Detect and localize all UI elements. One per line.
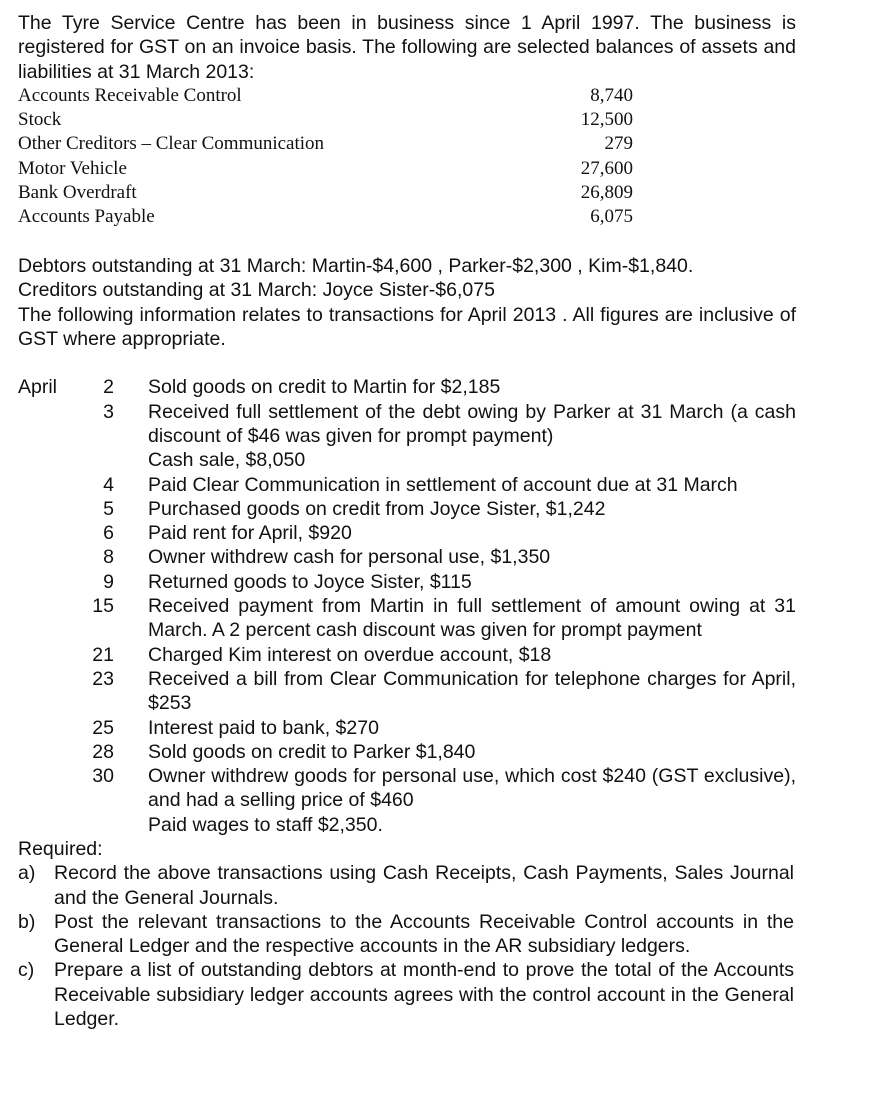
- transaction-day: 6: [103, 522, 114, 545]
- balance-label: Accounts Receivable Control: [18, 84, 242, 106]
- transaction-day: 23: [92, 667, 114, 690]
- transaction-text: Cash sale, $8,050: [148, 449, 306, 472]
- transaction-day: 30: [92, 765, 114, 788]
- balance-label: Other Creditors – Clear Communication: [18, 133, 325, 155]
- balance-label: Motor Vehicle: [18, 157, 127, 179]
- transaction-day: 8: [103, 546, 114, 569]
- balance-value: 26,809: [580, 182, 633, 204]
- balance-row: [18, 108, 796, 132]
- transaction-day: 4: [103, 473, 114, 496]
- required-text: Post the relevant transactions to the Accounts Receivable Control accounts in the General Ledger and the respective accounts in the AR subsidiary ledgers.: [54, 910, 794, 958]
- balance-value: 27,600: [580, 157, 633, 179]
- balance-row: [18, 181, 796, 205]
- transaction-row: [18, 764, 796, 813]
- transaction-row: [18, 643, 796, 667]
- balances-list: [18, 84, 796, 230]
- creditors-line: Creditors outstanding at 31 March: Joyce Sister-$6,075: [18, 279, 495, 302]
- required-text: Record the above transactions using Cash Receipts, Cash Payments, Sales Journal and the General Journals.: [54, 862, 794, 909]
- balance-value: 8,740: [590, 84, 633, 106]
- transaction-text: Paid rent for April, $920: [148, 522, 352, 545]
- transaction-row: [18, 716, 796, 740]
- info-paragraph: The following information relates to transactions for April 2013 . All figures are inclusive of GST where appropriate.: [18, 303, 796, 351]
- required-letter: b): [18, 910, 36, 933]
- transaction-day: 21: [92, 643, 114, 666]
- transaction-text: Returned goods to Joyce Sister, $115: [148, 570, 472, 593]
- transaction-row: [18, 813, 796, 837]
- transaction-text: Received full settlement of the debt owing by Parker at 31 March (a cash discount of $46 was given for prompt payment): [148, 400, 796, 447]
- transaction-row: [18, 740, 796, 764]
- balance-row: [18, 205, 796, 229]
- transaction-day: 9: [103, 570, 114, 593]
- balance-row: [18, 84, 796, 108]
- required-item: [18, 958, 796, 1031]
- transaction-row: [18, 594, 796, 643]
- intro-paragraph: The Tyre Service Centre has been in business since 1 April 1997. The business is registered for GST on an invoice basis. The following are selected balances of assets and liabilities at 31 March 2013:: [18, 12, 796, 83]
- required-item: [18, 910, 796, 959]
- required-item: [18, 861, 796, 910]
- transaction-row: [18, 667, 796, 716]
- balance-row: [18, 157, 796, 181]
- transaction-day: 15: [92, 595, 114, 618]
- transaction-text: Sold goods on credit to Parker $1,840: [148, 740, 476, 763]
- transaction-text: Purchased goods on credit from Joyce Sister, $1,242: [148, 497, 606, 520]
- transaction-day: 5: [103, 497, 114, 520]
- transactions-list: [18, 375, 796, 837]
- transaction-row: [18, 570, 796, 594]
- transaction-row: [18, 448, 796, 472]
- transaction-day: 28: [92, 740, 114, 763]
- transaction-row: [18, 473, 796, 497]
- transaction-text: Owner withdrew goods for personal use, which cost $240 (GST exclusive), and had a selling price of $460: [148, 765, 796, 812]
- transaction-row: [18, 497, 796, 521]
- balance-row: [18, 132, 796, 156]
- balance-label: Bank Overdraft: [18, 182, 137, 204]
- balance-value: 6,075: [590, 206, 633, 228]
- transaction-text: Charged Kim interest on overdue account, $18: [148, 643, 552, 666]
- document-page: [18, 11, 796, 1031]
- required-letter: a): [18, 862, 36, 885]
- required-letter: c): [18, 959, 35, 982]
- transaction-text: Paid Clear Communication in settlement of account due at 31 March: [148, 473, 738, 496]
- debtors-line: Debtors outstanding at 31 March: Martin-$4,600 , Parker-$2,300 , Kim-$1,840.: [18, 255, 694, 278]
- transaction-row: [18, 400, 796, 449]
- transaction-day: 3: [103, 400, 114, 423]
- required-text: Prepare a list of outstanding debtors at month-end to prove the total of the Accounts Receivable subsidiary ledger accounts agrees with the control account in the General Ledger.: [54, 959, 794, 1031]
- transaction-text: Received payment from Martin in full settlement of amount owing at 31 March. A 2 percent cash discount was given for prompt payment: [148, 595, 796, 642]
- transaction-row: [18, 521, 796, 545]
- transaction-text: Paid wages to staff $2,350.: [148, 813, 383, 836]
- transaction-day: 2: [103, 376, 114, 399]
- transaction-text: Owner withdrew cash for personal use, $1,350: [148, 546, 551, 569]
- transaction-row: [18, 545, 796, 569]
- balance-label: Accounts Payable: [18, 206, 155, 228]
- balance-value: 12,500: [580, 109, 633, 131]
- balance-value: 279: [604, 133, 633, 155]
- transaction-row: [18, 375, 796, 399]
- balance-label: Stock: [18, 109, 62, 131]
- transaction-text: Sold goods on credit to Martin for $2,185: [148, 376, 501, 399]
- transaction-day: [78, 813, 114, 837]
- transaction-text: Received a bill from Clear Communication for telephone charges for April, $253: [148, 667, 796, 715]
- transaction-day: [78, 448, 114, 472]
- transaction-text: Interest paid to bank, $270: [148, 716, 379, 739]
- required-title: Required:: [18, 838, 103, 860]
- month-label: April: [18, 376, 58, 399]
- transaction-day: 25: [92, 716, 114, 739]
